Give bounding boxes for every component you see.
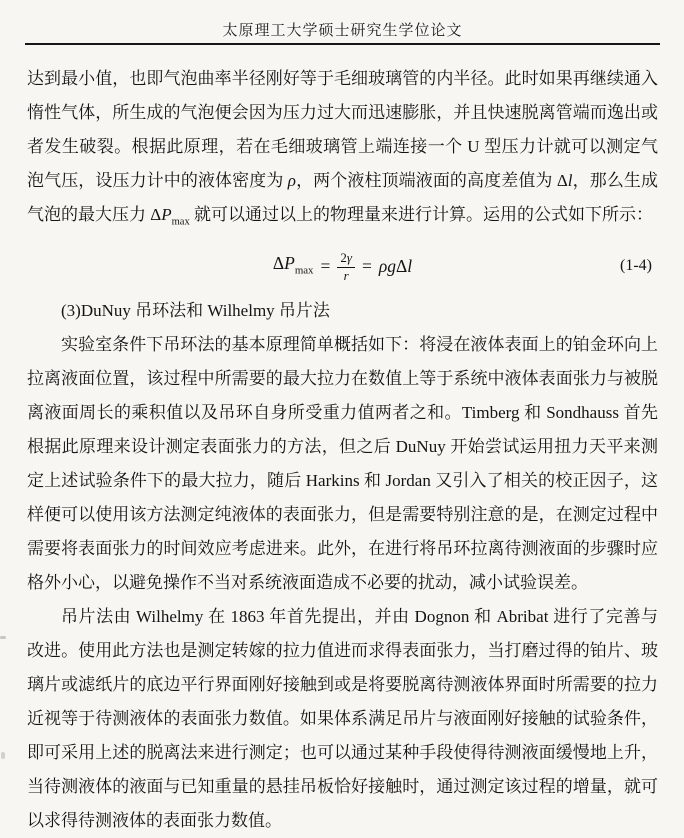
paragraph-plate-method: 吊片法由 Wilhelmy 在 1863 年首先提出，并由 Dognon 和 Abribat 进行了完善与改进。使用此方法也是测定转嫁的拉力值进而求得表面张力，当打磨过得的铂片、玻璃片或滤纸片的底边平行界面刚好接触到或是将要脱离待测液体界面时所需要的拉力近视等于待测液体的表面张力数值。如果体系满足吊片与液面刚好接触的试验条件，即可采用上述的脱离法来进行测定；也可以通过某种手段使得待测液面缓慢地上升，当待测液体的液面与已知重量的悬挂吊板恰好接触时，通过测定该过程的增量，就可以求得待测液体的表面张力数值。	[27, 607, 658, 831]
equals-sign: =	[361, 256, 372, 277]
equation-number: (1-4)	[620, 257, 652, 275]
scan-smudge	[1, 752, 5, 759]
fraction-denominator: r	[343, 267, 349, 283]
equals-sign: =	[320, 256, 331, 277]
fraction-numerator: 2γ	[337, 251, 355, 268]
thesis-header-title: 太原理工大学硕士研究生学位论文	[222, 23, 463, 39]
header-rule	[25, 43, 660, 45]
section-heading-dunuy-wilhelmy: (3)DuNuy 吊环法和 Wilhelmy 吊片法	[61, 301, 330, 321]
delta-p-max-term: $\Delta P_{max}$	[272, 252, 314, 277]
rho-g-delta-l-term: ρgΔl	[378, 256, 413, 277]
equation-row	[27, 243, 658, 289]
thesis-body	[27, 62, 658, 838]
paragraph-ring-method: 实验室条件下吊环法的基本原理简单概括如下：将浸在液体表面上的铂金环向上拉离液面位置，该过程中所需要的最大拉力在数值上等于系统中液体表面张力与被脱离液面周长的乘积值以及吊环自身所受重力值两者之和。Timberg 和 Sondhauss 首先根据此原理来设计测定表面张力的方法，但之后 DuNuy 开始尝试运用扭力天平来测定上述试验条件下的最大拉力，随后 Harkins 和 Jordan 又引入了相关的校正因子，这样便可以使用该方法测定纯液体的表面张力，但是需要特别注意的是，在测定过程中需要将表面张力的时间效应考虑进来。此外，在进行将吊环拉离待测液面的步骤时应格外小心，以避免操作不当对系统液面造成不必要的扰动，减小试验误差。	[27, 335, 658, 593]
page-header	[27, 22, 658, 45]
scan-smudge	[0, 636, 6, 639]
paragraph-bubble-pressure: 达到最小值，也即气泡曲率半径刚好等于毛细玻璃管的内半径。此时如果再继续通入惰性气体，所生成的气泡便会因为压力过大而迅速膨胀，并且快速脱离管端而逸出或者发生破裂。根据此原理，若在毛细玻璃管上端连接一个 U 型压力计就可以测定气泡气压，设压力计中的液体密度为 ρ，两个液柱顶端液面的高度差值为 Δl，那么生成气泡的最大压力 $\Delta P_{max}$ 就可以通过以上的物理量来进行计算。运用的公式如下所示：	[27, 69, 659, 228]
equation-formula	[273, 251, 412, 282]
fraction-2gamma-over-r	[337, 251, 355, 282]
